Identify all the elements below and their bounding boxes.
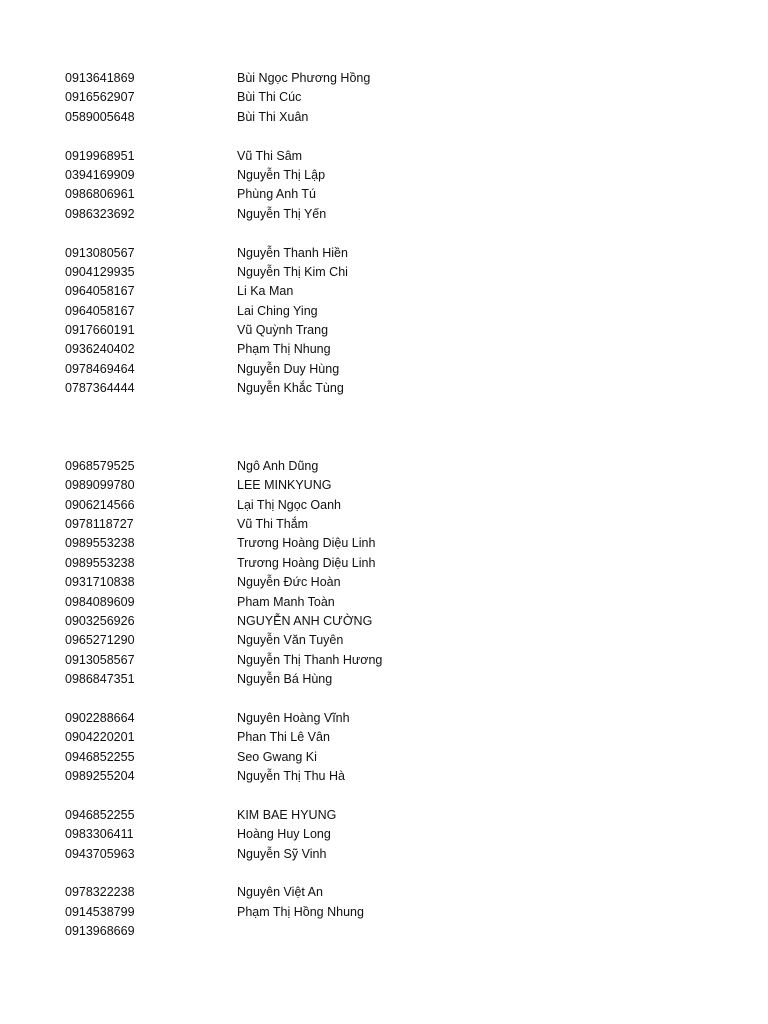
phone-number: 0978118727 (65, 516, 134, 531)
contact-row (0, 282, 768, 301)
phone-number: 0986847351 (65, 672, 135, 687)
blank-row (0, 418, 768, 437)
phone-number: 0984089609 (65, 594, 135, 609)
contact-row (0, 825, 768, 844)
phone-number: 0978322238 (65, 885, 135, 900)
contact-name: Nguyễn Thị Lập (237, 167, 326, 182)
phone-number: 0964058167 (65, 284, 135, 299)
phone-number: 0986806961 (65, 187, 135, 202)
contact-row (0, 340, 768, 359)
contact-name: Nguyễn Khắc Tùng (237, 381, 344, 396)
contact-row (0, 205, 768, 224)
contact-row (0, 321, 768, 340)
contact-name: Phùng Anh Tú (237, 187, 317, 202)
contact-row (0, 573, 768, 592)
phone-number: 0787364444 (65, 381, 135, 396)
phone-number: 0916562907 (65, 90, 135, 105)
contact-row (0, 845, 768, 864)
contact-name: Li Ka Man (237, 284, 294, 299)
blank-row (0, 224, 768, 243)
contact-row (0, 903, 768, 922)
contact-row (0, 593, 768, 612)
contact-row (0, 147, 768, 166)
contact-name: Trương Hoàng Diệu Linh (237, 536, 376, 551)
contact-name: KIM BAE HYUNG (237, 807, 337, 822)
phone-number: 0946852255 (65, 749, 135, 764)
contact-name: Nguyễn Đức Hoàn (237, 575, 341, 590)
contact-row (0, 185, 768, 204)
contact-row (0, 612, 768, 631)
contact-row (0, 360, 768, 379)
phone-number: 0943705963 (65, 846, 135, 861)
contact-name: Nguyễn Sỹ Vinh (237, 846, 327, 861)
phone-number: 0913080567 (65, 245, 135, 260)
contact-name: Phạm Thị Hồng Nhung (237, 904, 364, 919)
contact-row (0, 534, 768, 553)
contact-name: Bùi Thi Xuân (237, 109, 309, 124)
phone-number: 0965271290 (65, 633, 135, 648)
contact-row (0, 379, 768, 398)
phone-number: 0986323692 (65, 206, 135, 221)
blank-row (0, 399, 768, 418)
phone-number: 0968579525 (65, 458, 135, 473)
contact-name: Bùi Ngọc Phương Hồng (237, 71, 371, 85)
blank-row (0, 864, 768, 883)
contact-name: Nguyễn Thị Yến (237, 206, 327, 221)
contact-name: Seo Gwang Ki (237, 749, 317, 764)
phone-number: 0931710838 (65, 575, 135, 590)
phone-number: 0904220201 (65, 730, 135, 745)
contact-name: NGUYỄN ANH CƯỜNG (237, 613, 373, 628)
contact-name: Nguyễn Duy Hùng (237, 361, 340, 376)
contact-name: Pham Manh Toàn (237, 594, 335, 609)
phone-number: 0983306411 (65, 827, 134, 842)
phone-number: 0917660191 (65, 323, 135, 338)
contact-name: Vũ Thi Thắm (237, 516, 309, 531)
contact-name: Lai Ching Ying (237, 303, 318, 318)
phone-number: 0914538799 (65, 904, 135, 919)
phone-number: 0906214566 (65, 497, 135, 512)
phone-number: 0989553238 (65, 536, 135, 551)
contact-row (0, 263, 768, 282)
contact-name: Ngô Anh Dũng (237, 458, 319, 473)
contact-row (0, 554, 768, 573)
contact-row (0, 166, 768, 185)
contact-row (0, 651, 768, 670)
contact-name: Bùi Thi Cúc (237, 90, 302, 105)
contact-name: Hoàng Huy Long (237, 827, 331, 842)
phone-number: 0904129935 (65, 264, 135, 279)
contact-name: Nguyên Việt An (237, 885, 323, 900)
phone-number: 0902288664 (65, 710, 135, 725)
phone-number: 0919968951 (65, 148, 135, 163)
contact-row (0, 767, 768, 786)
contact-name: Nguyên Hoàng Vĩnh (237, 710, 350, 725)
contact-row (0, 69, 768, 88)
contact-row (0, 806, 768, 825)
contact-row (0, 88, 768, 107)
contact-name: LEE MINKYUNG (237, 478, 332, 493)
contact-row (0, 302, 768, 321)
contact-row (0, 748, 768, 767)
phone-number: 0394169909 (65, 167, 135, 182)
phone-number: 0913968669 (65, 924, 135, 939)
phone-number: 0978469464 (65, 361, 135, 376)
phone-number: 0989099780 (65, 478, 135, 493)
contact-name: Trương Hoàng Diệu Linh (237, 555, 376, 570)
phone-number: 0913058567 (65, 652, 135, 667)
contact-row (0, 728, 768, 747)
contact-row (0, 476, 768, 495)
contact-name: Phan Thi Lê Vân (237, 730, 330, 745)
contact-row (0, 496, 768, 515)
blank-row (0, 127, 768, 146)
contact-name: Vũ Thi Sâm (237, 148, 303, 163)
blank-row (0, 690, 768, 709)
contact-row (0, 883, 768, 902)
contact-row (0, 922, 768, 941)
contact-name: Nguyễn Thị Thanh Hương (237, 652, 383, 667)
phone-number: 0936240402 (65, 342, 135, 357)
phone-number: 0964058167 (65, 303, 135, 318)
contact-name: Phạm Thị Nhung (237, 342, 331, 357)
contact-name: Vũ Quỳnh Trang (237, 323, 329, 338)
contact-row (0, 670, 768, 689)
phone-number: 0913641869 (65, 71, 135, 85)
contact-name: Nguyễn Văn Tuyên (237, 633, 344, 648)
contact-row (0, 631, 768, 650)
contact-name: Lại Thị Ngọc Oanh (237, 497, 341, 512)
contact-row (0, 457, 768, 476)
contact-row (0, 515, 768, 534)
phone-number: 0989255204 (65, 769, 135, 784)
phone-number: 0589005648 (65, 109, 135, 124)
contact-list (0, 69, 768, 942)
contact-name: Nguyễn Bá Hùng (237, 672, 333, 687)
phone-number: 0903256926 (65, 613, 135, 628)
contact-name: Nguyễn Thanh Hiền (237, 245, 348, 260)
contact-row (0, 709, 768, 728)
phone-number: 0946852255 (65, 807, 135, 822)
phone-number: 0989553238 (65, 555, 135, 570)
contact-name: Nguyễn Thị Kim Chi (237, 264, 348, 279)
contact-row (0, 108, 768, 127)
contact-row (0, 244, 768, 263)
contact-name: Nguyễn Thị Thu Hà (237, 769, 345, 784)
blank-row (0, 786, 768, 805)
blank-row (0, 437, 768, 456)
